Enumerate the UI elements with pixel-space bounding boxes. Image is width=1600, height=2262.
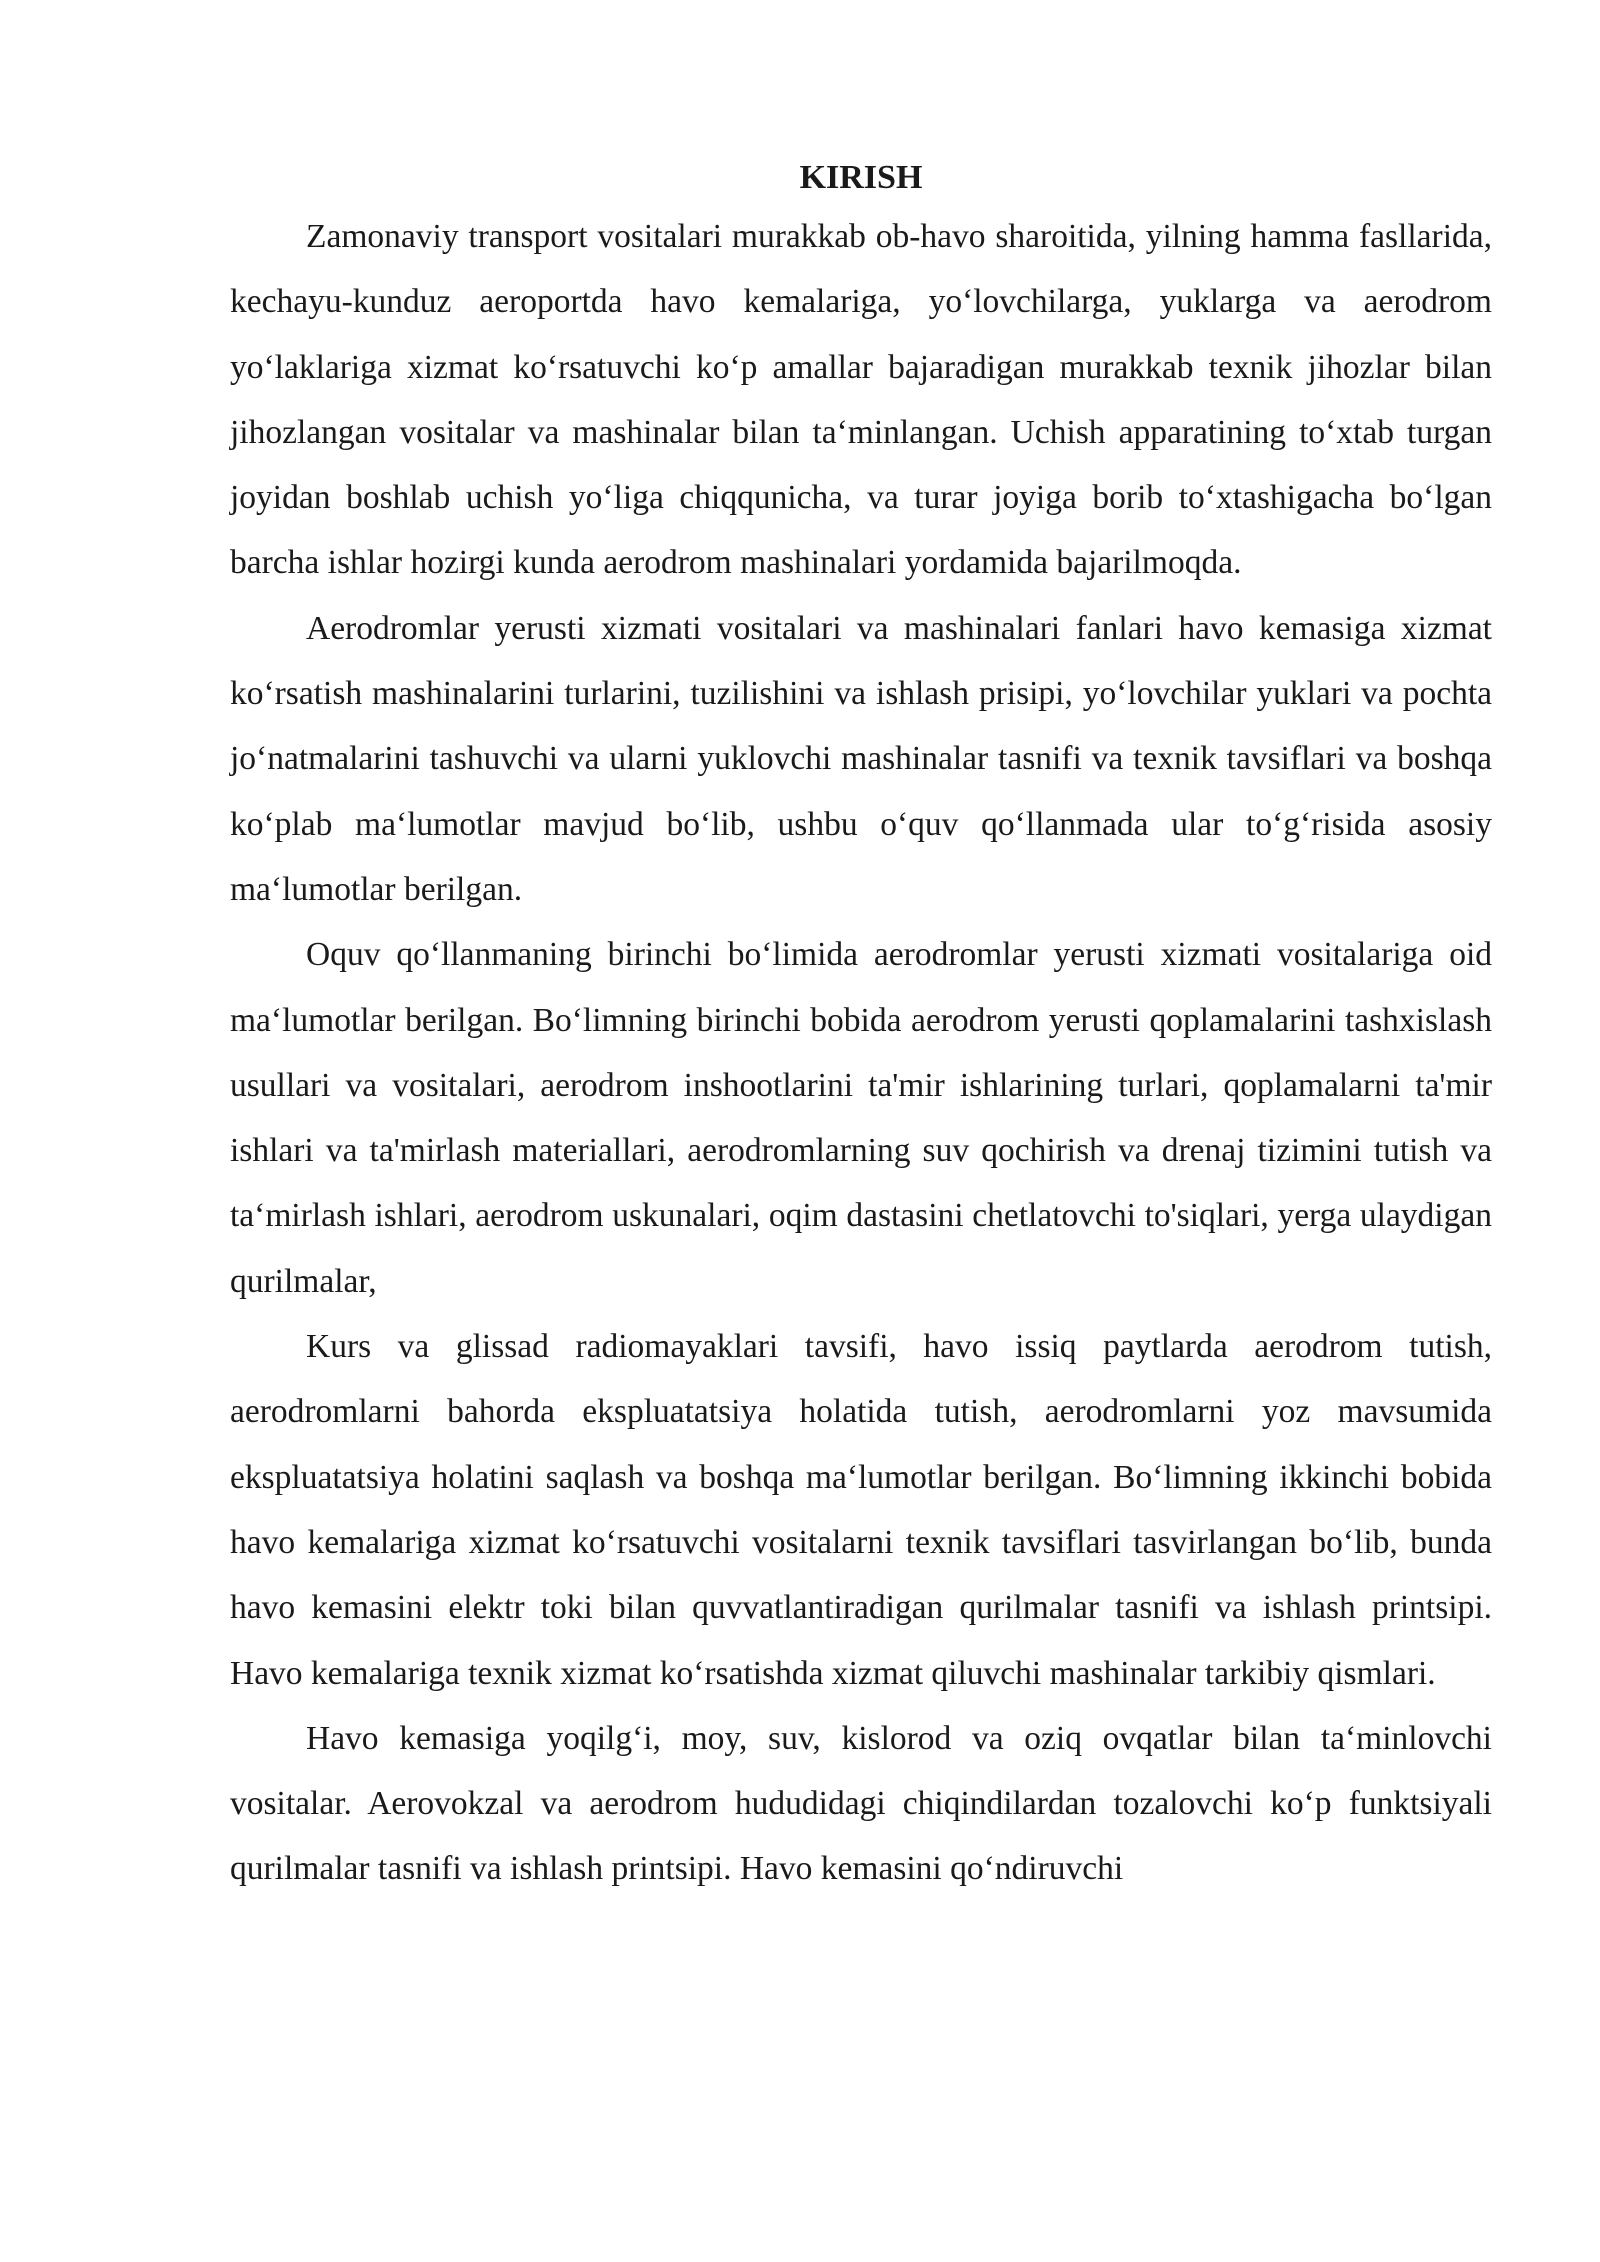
- paragraph-5: Havo kemasiga yoqilg‘i, moy, suv, kislorod va oziq ovqatlar bilan ta‘minlovchi vositalar. Aerovokzal va aerodrom hududidagi chiqindilardan tozalovchi ko‘p funktsiyali qurilmalar tasnifi va ishlash printsipi. Havo kemasini qo‘ndiruvchi: [230, 1719, 1492, 1888]
- document-body: [230, 150, 1492, 1902]
- page-title: KIRISH: [799, 159, 923, 196]
- paragraph-4: Kurs va glissad radiomayaklari tavsifi, havo issiq paytlarda aerodrom tutish, aerodromlarni bahorda ekspluatatsiya holatida tutish, aerodromlarni yoz mavsumida ekspluatatsiya holatini saqlash va boshqa ma‘lumotlar berilgan. Bo‘limning ikkinchi bobida havo kemalariga xizmat ko‘rsatuvchi vositalarni texnik tavsiflari tasvirlangan bo‘lib, bunda havo kemasini elektr toki bilan quvvatlantiradigan qurilmalar tasnifi va ishlash printsipi. Havo kemalariga texnik xizmat ko‘rsatishda xizmat qiluvchi mashinalar tarkibiy qismlari.: [230, 1328, 1492, 1692]
- paragraph-2: Aerodromlar yerusti xizmati vositalari va mashinalari fanlari havo kemasiga xizmat ko‘rsatish mashinalarini turlarini, tuzilishini va ishlash prisipi, yo‘lovchilar yuklari va pochta jo‘natmalarini tashuvchi va ularni yuklovchi mashinalar tasnifi va texnik tavsiflari va boshqa ko‘plab ma‘lumotlar mavjud bo‘lib, ushbu o‘quv qo‘llanmada ular to‘g‘risida asosiy ma‘lumotlar berilgan.: [230, 609, 1492, 908]
- paragraph-1: Zamonaviy transport vositalari murakkab ob-havo sharoitida, yilning hamma fasllarida, kechayu-kunduz aeroportda havo kemalariga, yo‘lovchilarga, yuklarga va aerodrom yo‘laklariga xizmat ko‘rsatuvchi ko‘p amallar bajaradigan murakkab texnik jihozlar bilan jihozlangan vositalar va mashinalar bilan ta‘minlangan. Uchish apparatining to‘xtab turgan joyidan boshlab uchish yo‘liga chiqqunicha, va turar joyiga borib to‘xtashigacha bo‘lgan barcha ishlar hozirgi kunda aerodrom mashinalari yordamida bajarilmoqda.: [230, 218, 1492, 582]
- paragraph-3: Oquv qo‘llanmaning birinchi bo‘limida aerodromlar yerusti xizmati vositalariga oid ma‘lumotlar berilgan. Bo‘limning birinchi bobida aerodrom yerusti qoplamalarini tashxislash usullari va vositalari, aerodrom inshootlarini ta'mir ishlarining turlari, qoplamalarni ta'mir ishlari va ta'mirlash materiallari, aerodromlarning suv qochirish va drenaj tizimini tutish va ta‘mirlash ishlari, aerodrom uskunalari, oqim dastasini chetlatovchi to'siqlari, yerga ulaydigan qurilmalar,: [230, 936, 1492, 1300]
